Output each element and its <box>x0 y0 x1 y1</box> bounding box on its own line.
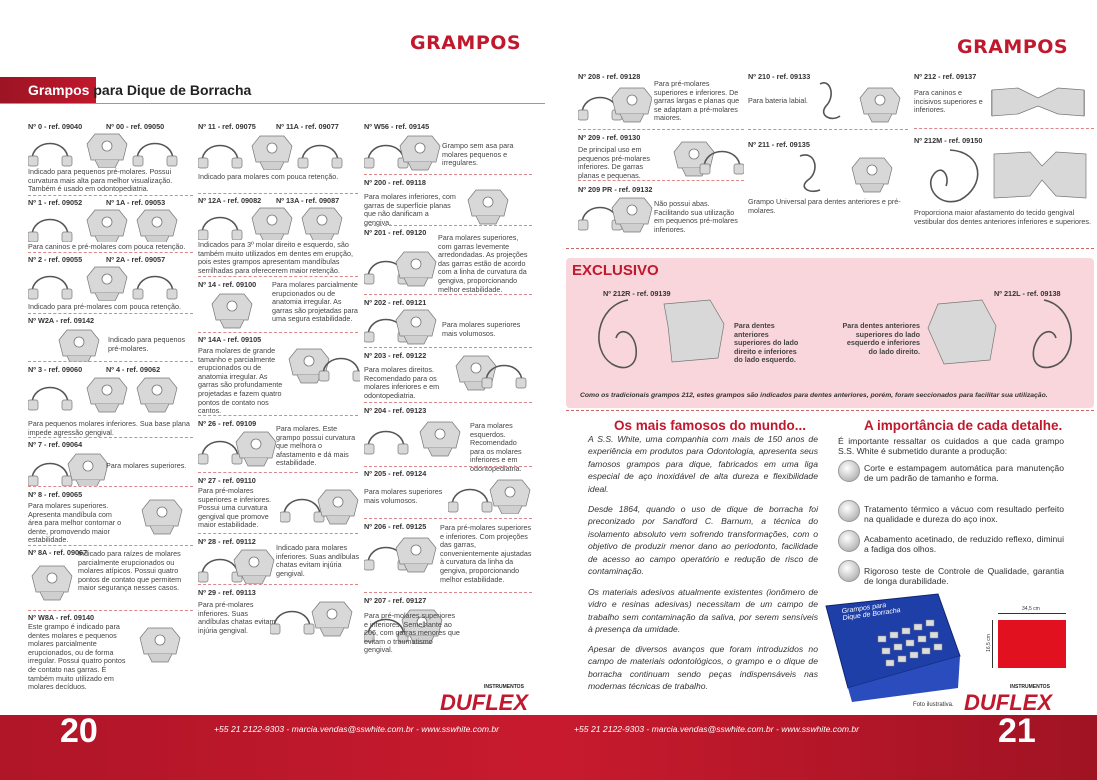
clamp-image <box>452 352 528 392</box>
clamp-image <box>670 138 744 178</box>
clamp-image <box>270 598 360 638</box>
duflex-logo-left: DUFLEX <box>440 690 528 715</box>
divider <box>364 294 532 295</box>
divider <box>748 129 908 130</box>
divider <box>364 466 532 467</box>
ref-label: Nº 13A - ref. 09087 <box>276 196 340 205</box>
clamp-image <box>280 486 360 526</box>
clamp-description: Grampo Universal para dentes anteriores e pré-molares. <box>748 197 901 215</box>
ref-label: Nº 27 - ref. 09110 <box>198 476 256 485</box>
clamp-image <box>28 130 188 168</box>
ref-label: Nº 202 - ref. 09121 <box>364 298 427 307</box>
ref-label: Nº 210 - ref. 09133 <box>748 72 811 81</box>
divider <box>914 128 1094 129</box>
ref-label: Nº 12A - ref. 09082 <box>198 196 262 205</box>
divider <box>566 248 1094 249</box>
clamp-description: Para molares. Este grampo possui curvatura que melhora o afastamento e dá mais estabilidade. <box>276 424 356 468</box>
ref-label: Nº 206 - ref. 09125 <box>364 522 427 531</box>
clamp-description: De principal uso em pequenos pré-molares inferiores. De garras planas e pequenas. <box>578 145 650 180</box>
ref-label: Nº 211 - ref. 09135 <box>748 140 810 149</box>
brand-title-right: GRAMPOS <box>957 36 1069 58</box>
bullet-icon <box>838 460 860 482</box>
detail-title: A importância de cada detalhe. <box>864 418 1063 433</box>
divider <box>28 313 193 314</box>
ref-label: Nº 4 - ref. 09062 <box>106 365 161 374</box>
clamp-description: Indicado para molares com pouca retenção. <box>198 172 339 181</box>
clamp-image <box>28 263 188 301</box>
clamp-description: Para molares de grande tamanho e parcialmente erupcionados ou de anatomia irregular. As garras são profundamente projetadas e fazem quatro pontos de contato nos cantos. <box>198 346 283 416</box>
clamp-image <box>364 132 444 172</box>
clamp-description: Para molares superiores. <box>106 461 187 470</box>
clamp-description: Indicado para raízes de molares parcialmente erupcionados ou molares atípicos. Possui quatro pontos de contato que permitem maior segurança nesses casos. <box>78 549 182 593</box>
clamp-image <box>364 418 470 464</box>
clamp-description: Para molares direitos. Recomendado para os molares inferiores e em odontopediatria. <box>364 365 440 400</box>
ref-label: Nº 207 - ref. 09127 <box>364 596 427 605</box>
divider <box>198 332 358 333</box>
clamp-image <box>55 326 105 362</box>
divider <box>28 252 193 253</box>
famous-paragraph-2: Desde 1864, quando o uso de dique de borracha foi preconizado por Sandford C. Barnum, a técnica do isolamento absoluto vem sofrendo transformações, com o objetivo de produzir menor dano ao periodonto, facilidade de acesso ao campo operatório e redução de risco de contaminação. <box>588 504 818 577</box>
clamp-description: Para molares superiores mais volumosos. <box>364 487 443 505</box>
clamp-image <box>790 150 908 198</box>
ref-label: Nº 7 - ref. 09064 <box>28 440 83 449</box>
detail-item: Acabamento acetinado, de reduzido reflexo, diminui a fadiga dos olhos. <box>864 534 1064 554</box>
clamp-description: Para bateria labial. <box>748 96 808 105</box>
clamp-description: Para pré-molares superiores e inferiores. De garras largas e planas que se adaptam a pré-molares maiores. <box>654 79 740 123</box>
footer-contact-left: +55 21 2122-9303 - marcia.vendas@sswhite.com.br - www.sswhite.com.br <box>214 724 500 734</box>
dimension-line <box>998 613 1066 614</box>
clamp-description: Para molares superiores mais volumosos. <box>442 320 521 338</box>
clamp-image <box>924 296 1084 380</box>
clamp-description: Grampo sem asa para molares pequenos e irregulares. <box>442 141 514 168</box>
ref-label: Nº 212R - ref. 09139 <box>603 289 671 298</box>
clamp-image <box>988 80 1088 122</box>
ref-label: Nº 209 - ref. 09130 <box>578 133 641 142</box>
clamp-image <box>28 556 78 606</box>
ref-label: Nº 8 - ref. 09065 <box>28 490 83 499</box>
clamp-description: Para caninos e pré-molares com pouca retenção. <box>28 242 186 251</box>
clamp-image <box>578 194 654 234</box>
ref-label: Nº 1 - ref. 09052 <box>28 198 83 207</box>
ref-label: Nº 212 - ref. 09137 <box>914 72 977 81</box>
clamp-image <box>285 345 360 385</box>
clamp-image <box>198 290 268 332</box>
divider <box>198 415 358 416</box>
clamp-description: Este grampo é indicado para dentes molares e pequenos molares parcialmente erupcionados, ou de forma irregular. Possui quatro pontos de contato nas garras. É também muito utilizado em molares decíduos. <box>28 622 126 692</box>
ref-label: Nº 200 - ref. 09118 <box>364 178 426 187</box>
divider <box>578 180 744 181</box>
divider <box>364 174 532 175</box>
section-title: Grampos para Dique de Borracha <box>28 82 252 98</box>
divider <box>28 545 193 546</box>
clamp-description: Indicado para pequenos pré-molares. <box>108 335 186 353</box>
clamp-description: Indicado para molares inferiores. Suas andíbulas chatas evitam injúria gengival. <box>276 543 360 578</box>
divider <box>364 402 532 403</box>
clamp-description: Para molares superiores. Apresenta mandíbula com área para melhor contornar o dente, promovendo maior estabilidade. <box>28 501 122 545</box>
divider <box>28 437 193 438</box>
footer-contact-right: +55 21 2122-9303 - marcia.vendas@sswhite.com.br - www.sswhite.com.br <box>574 724 860 734</box>
ref-label: Nº 14A - ref. 09105 <box>198 335 262 344</box>
ref-label: Nº 0 - ref. 09040 <box>28 122 83 131</box>
exclusivo-note: Como os tradicionais grampos 212, estes grampos são indicados para dentes anteriores, porém, foram seccionados para facilitar sua utilização. <box>580 392 1048 399</box>
clamp-image <box>364 534 438 578</box>
clamp-description: Para molares inferiores, com garras de superfície planas que não danificam a gengiva. <box>364 192 456 227</box>
ref-label: Nº 26 - ref. 09109 <box>198 419 257 428</box>
ref-label: Nº W8A - ref. 09140 <box>28 613 95 622</box>
footer-band <box>0 715 1097 780</box>
clamp-description: Proporciona maior afastamento do tecido gengival vestibular dos dentes anteriores inferiores e superiores. <box>914 208 1091 226</box>
clamp-description: Para molares esquerdos. Recomendado para os molares inferiores e em odontopediatria. <box>470 421 522 473</box>
dimension-swatch <box>998 620 1066 668</box>
ref-label: Nº 204 - ref. 09123 <box>364 406 427 415</box>
clamp-image <box>28 374 188 416</box>
clamp-image <box>28 206 188 242</box>
clamp-description: Para pré-molares superiores e inferiores. Com projeções das garras, convenientemente ajustadas à curvatura da linha da gengiva, proporcionando melhor estabilidade. <box>440 523 532 584</box>
divider <box>28 361 193 362</box>
detail-item: Corte e estampagem automática para manutenção de um padrão de tamanho e forma. <box>864 463 1064 483</box>
detail-intro: É importante ressaltar os cuidados a que cada grampo S.S. White é submetido durante a produção: <box>838 436 1064 456</box>
divider <box>364 347 532 348</box>
clamp-image <box>364 306 438 346</box>
ref-label: Nº 28 - ref. 09112 <box>198 537 256 546</box>
clamp-image <box>198 546 276 584</box>
clamp-description: Para molares parcialmente erupcionados ou de anatomia irregular. As garras são projetadas para uma segura estabilidade. <box>272 280 358 324</box>
ref-label: Nº 205 - ref. 09124 <box>364 469 427 478</box>
ref-label: Nº 1A - ref. 09053 <box>106 198 166 207</box>
clamp-image <box>364 248 438 290</box>
ref-label: Nº 3 - ref. 09060 <box>28 365 83 374</box>
clamp-description: Não possui abas. Facilitando sua utilização em pequenos pré-molares inferiores. <box>654 199 738 234</box>
divider <box>198 472 358 473</box>
page-number-right: 21 <box>998 712 1036 750</box>
dimension-width: 34,5 cm <box>1022 606 1040 612</box>
clamp-description: Para pré-molares inferiores. Suas andíbulas chatas evitam injúria gengival. <box>198 600 276 635</box>
clamp-image <box>130 620 190 670</box>
clamp-image <box>198 204 358 240</box>
divider <box>364 592 532 593</box>
page-number-left: 20 <box>60 712 98 750</box>
ref-label: Nº 11 - ref. 09075 <box>198 122 256 131</box>
divider <box>28 610 193 611</box>
ref-label: Nº 11A - ref. 09077 <box>276 122 339 131</box>
ref-label: Nº 209 PR - ref. 09132 <box>578 185 653 194</box>
ref-label: Nº 2 - ref. 09055 <box>28 255 83 264</box>
detail-item: Rigoroso teste de Controle de Qualidade, garantia de longa durabilidade. <box>864 566 1064 586</box>
photo-caption: Foto ilustrativa. <box>913 702 954 708</box>
divider <box>28 195 193 196</box>
famous-paragraph-4: Apesar de diversos avanços que foram introduzidos no campo de materiais odontológicos, o grampo e o dique de borracha continuam sendo peças indispensáveis nas modernas técnicas de trabalho. <box>588 644 818 692</box>
ref-label: Nº W2A - ref. 09142 <box>28 316 95 325</box>
dimension-line <box>992 620 993 668</box>
divider <box>198 193 358 194</box>
clamp-description: Indicado para pequenos pré-molares. Possui curvatura mais alta para melhor visualização. Também é usado em odontopediatria. <box>28 167 173 194</box>
ref-label: Nº 00 - ref. 09050 <box>106 122 165 131</box>
clamp-description: Para caninos e incisivos superiores e inferiores. <box>914 88 983 115</box>
clamp-description: Para pré-molares superiores e inferiores. Possui uma curvatura gengival que promove maior estabilidade. <box>198 486 272 530</box>
ref-label: Nº 29 - ref. 09113 <box>198 588 256 597</box>
divider <box>364 518 532 519</box>
duflex-logo-right: DUFLEX <box>964 690 1052 715</box>
clamp-image <box>920 146 1090 206</box>
dimension-height: 16,5 cm <box>985 634 992 652</box>
bullet-icon <box>838 500 860 522</box>
ref-label: Nº 8A - ref. 09067 <box>28 548 88 557</box>
ref-label: Nº 2A - ref. 09057 <box>106 255 166 264</box>
divider <box>578 129 744 130</box>
divider <box>364 225 532 226</box>
clamp-description: Para dentes anteriores superiores do lado direito e inferiores do lado esquerdo. <box>734 321 799 365</box>
kit-label: Grampos para Dique de Borracha <box>841 602 902 623</box>
clamp-description: Para dentes anteriores superiores do lado esquerdo e inferiores do lado direito. <box>842 321 920 356</box>
exclusivo-title: EXCLUSIVO <box>572 262 659 279</box>
ref-label: Nº 208 - ref. 09128 <box>578 72 641 81</box>
famous-title: Os mais famosos do mundo... <box>614 418 807 433</box>
clamp-image <box>198 428 278 470</box>
clamp-description: Indicados para 3º molar direito e esquerdo, são também muito utilizados em dentes em erupção, pois estes grampos apresentam mandíbulas serrilhadas para oferecerem maior retenção. <box>198 240 354 275</box>
section-divider <box>0 103 545 104</box>
detail-item: Tratamento térmico a vácuo com resultado perfeito na qualidade e dureza do aço inox. <box>864 504 1064 524</box>
ref-label: Nº 203 - ref. 09122 <box>364 351 427 360</box>
clamp-image <box>578 84 652 126</box>
clamp-image <box>198 132 358 170</box>
divider <box>198 584 358 585</box>
ref-label: Nº W56 - ref. 09145 <box>364 122 430 131</box>
brand-title-left: GRAMPOS <box>410 32 522 54</box>
ref-label: Nº 212M - ref. 09150 <box>914 136 983 145</box>
clamp-description: Indicado para pré-molares com pouca retenção. <box>28 302 182 311</box>
divider <box>566 410 1094 411</box>
ref-label: Nº 14 - ref. 09100 <box>198 280 257 289</box>
divider <box>198 276 358 277</box>
clamp-image <box>592 296 732 376</box>
clamp-image <box>810 76 910 128</box>
clamp-description: Para pré-molares superiores e inferiores. Semelhante ao 206, com garras menores que evitam o traumatismo gengival. <box>364 611 460 655</box>
famous-paragraph-1: A S.S. White, uma companhia com mais de 150 anos de experiência em produtos para Odontologia, apresenta seus famosos grampos para dique, fabricados em uma liga especial de aço inoxidável de alta dureza e flexibilidade ideal. <box>588 434 818 494</box>
clamp-description: Para pequenos molares inferiores. Sua base plana impede agressão gengival. <box>28 419 190 437</box>
famous-paragraph-3: Os materiais adesivos atualmente existentes (ionômero de vidro e resinas adesivas) necessitam de um campo de trabalho sem contaminação da saliva, por serem sensíveis à presença da umidade. <box>588 587 818 635</box>
duflex-logo-sub-right: INSTRUMENTOS <box>1010 684 1050 690</box>
bullet-icon <box>838 560 860 582</box>
clamp-image <box>130 492 190 542</box>
divider <box>198 533 358 534</box>
clamp-description: Para molares superiores, com garras levemente arredondadas. As projeções das garras estão de acordo com a linha de curvatura da gengiva, proporcionando melhor estabilidade. <box>438 233 528 294</box>
clamp-image <box>448 476 532 514</box>
clamp-image <box>28 450 108 486</box>
duflex-logo-sub-left: INSTRUMENTOS <box>484 684 524 690</box>
bullet-icon <box>838 530 860 552</box>
ref-label: Nº 212L - ref. 09138 <box>994 289 1061 298</box>
divider <box>28 486 193 487</box>
ref-label: Nº 201 - ref. 09120 <box>364 228 427 237</box>
clamp-image <box>460 186 530 226</box>
